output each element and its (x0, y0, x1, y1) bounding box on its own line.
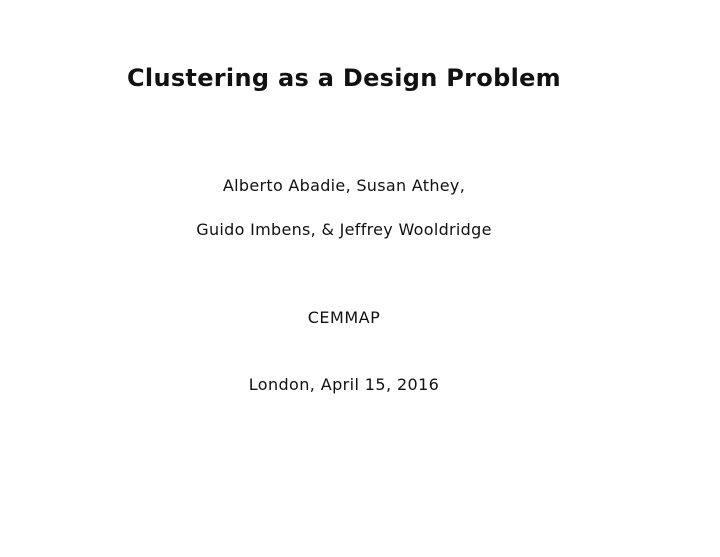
date-location: London, April 15, 2016 (248, 375, 440, 394)
venue: CEMMAP (307, 308, 381, 327)
slide-title: Clustering as a Design Problem (127, 64, 561, 92)
authors-line-1: Alberto Abadie, Susan Athey, (222, 176, 466, 195)
authors-line-2: Guido Imbens, & Jeffrey Wooldridge (196, 220, 492, 239)
